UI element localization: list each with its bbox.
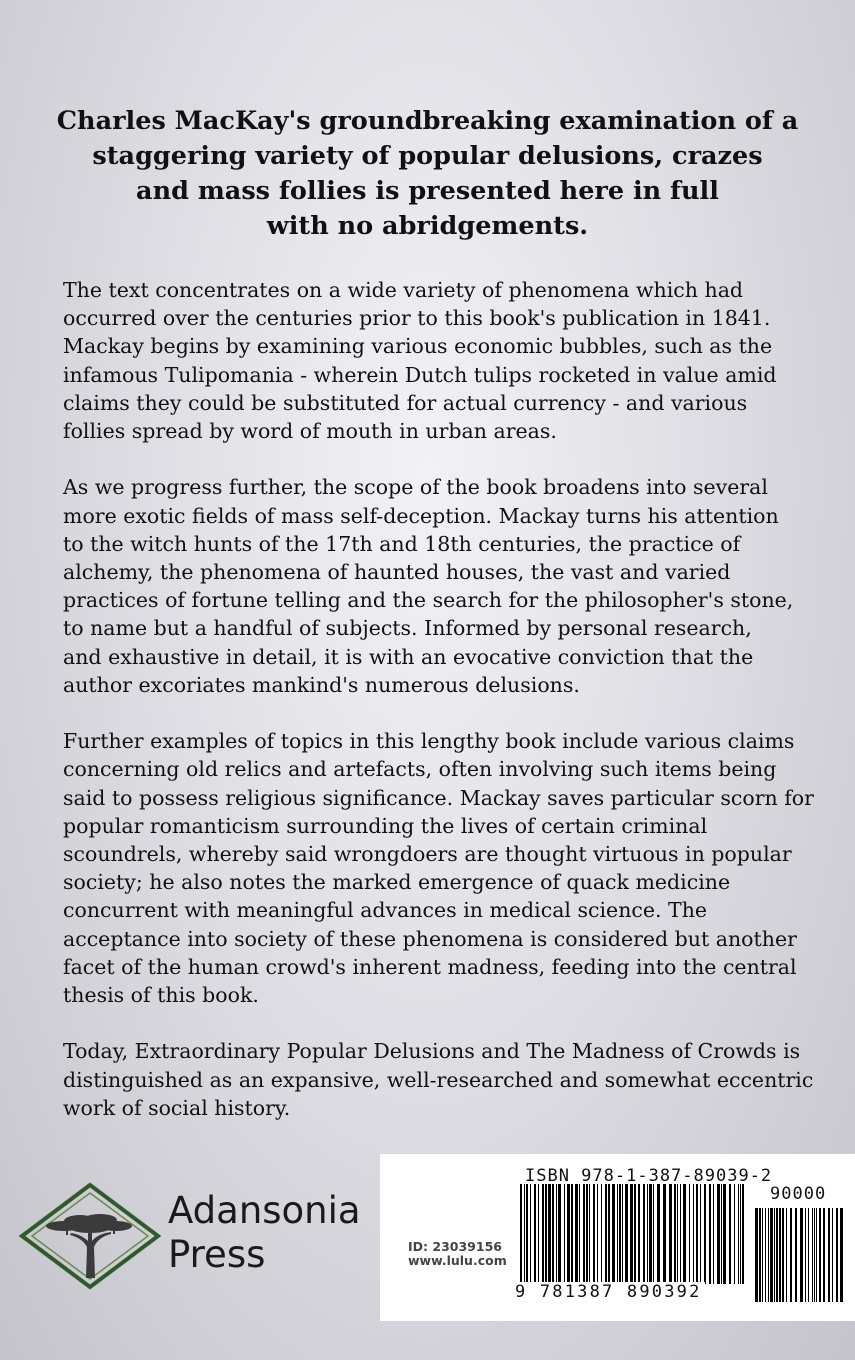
headline	[40, 104, 815, 244]
publisher-logo	[18, 1175, 363, 1295]
barcode-box	[380, 1154, 855, 1321]
headline-line: Charles MacKay's groundbreaking examination of a	[56, 106, 799, 136]
publisher-name: Adansonia Press	[168, 1189, 361, 1276]
paragraph-4: Today, Extraordinary Popular Delusions and The Madness of Crowds is distinguished as an expansive, well-researched and somewhat eccentric work of social history.	[63, 1039, 814, 1120]
lulu-id	[408, 1240, 507, 1268]
baobab-tree-diamond-icon	[18, 1181, 163, 1291]
paragraph-3: Further examples of topics in this lengthy book include various claims concerning old relics and artefacts, often involving such items being said to possess religious significance. Mackay saves particular scorn for popular romanticism surrounding the lives of certain criminal scoundrels, whereby said wrongdoers are thought virtuous in popular society; he also notes the marked emergence of quack medicine concurrent with meaningful advances in medical science. The acceptance into society of these phenomena is considered but another facet of the human crowd's inherent madness, feeding into the central thesis of this book.	[63, 729, 814, 1008]
paragraph-1: The text concentrates on a wide variety of phenomena which had occurred over the centuries prior to this book's publication in 1841. Mackay begins by examining various economic bubbles, such as the infamous Tulipomania - wherein Dutch tulips rocketed in value amid claims they could be substituted for actual currency - and various follies spread by word of mouth in urban areas.	[63, 278, 777, 444]
lulu-url: www.lulu.com	[408, 1253, 507, 1268]
headline-line: and mass follies is presented here in full	[136, 176, 719, 206]
headline-line: with no abridgements.	[266, 211, 589, 241]
headline-line: staggering variety of popular delusions, crazes	[92, 141, 763, 171]
blurb-body	[63, 276, 833, 1150]
price-code: 90000	[770, 1184, 827, 1204]
isbn-digits: 9 781387 890392	[512, 1282, 705, 1302]
id-line: ID: 23039156	[408, 1239, 502, 1254]
paragraph-2: As we progress further, the scope of the book broadens into several more exotic fields of mass self-deception. Mackay turns his attention to the witch hunts of the 17th and 18th centuries, the practice of alchemy, the phenomena of haunted houses, the vast and varied practices of fortune telling and the search for the philosopher's stone, to name but a handful of subjects. Informed by personal research, and exhaustive in detail, it is with an evocative conviction that the author excoriates mankind's numerous delusions.	[63, 475, 794, 697]
isbn-label: ISBN 978-1-387-89039-2	[525, 1166, 773, 1186]
